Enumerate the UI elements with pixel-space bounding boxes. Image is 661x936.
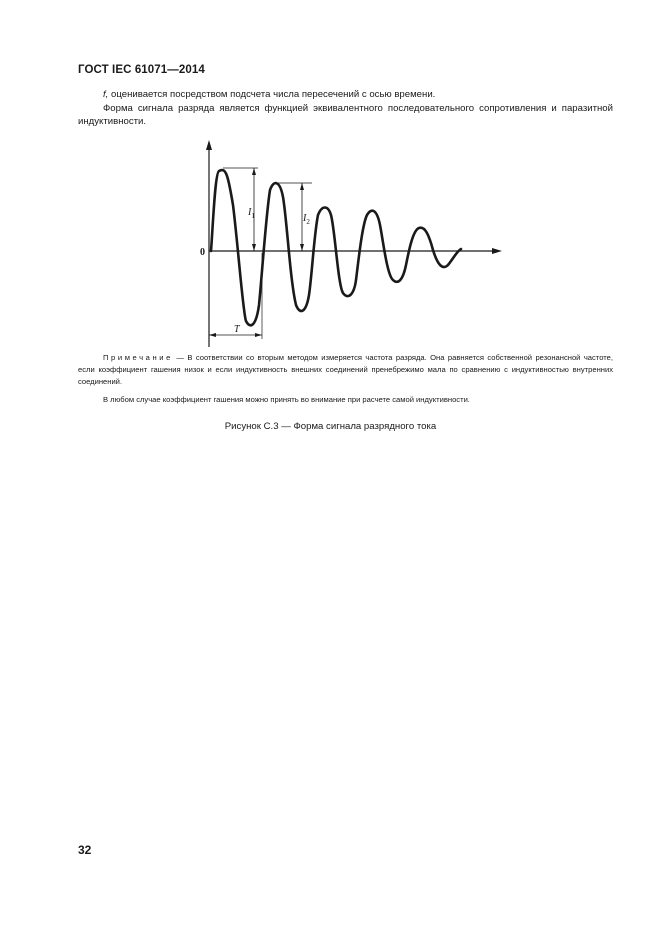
figure-note-2: В любом случае коэффициент гашения можно принять во внимание при расчете самой индуктивности. xyxy=(103,395,470,404)
i2-label: $I_2$ xyxy=(303,213,310,226)
figure-caption: Рисунок С.3 — Форма сигнала разрядного тока xyxy=(224,421,437,432)
paragraph-frequency-text: оценивается посредством подсчета числа пересечений с осью времени. xyxy=(108,89,436,100)
i1-arrow-top xyxy=(252,168,256,175)
t-arrow-right xyxy=(255,333,262,337)
i1-label: $I_1$ xyxy=(248,207,255,220)
figure-note xyxy=(78,352,613,388)
i2-arrow-bottom xyxy=(300,244,304,251)
x-axis-arrow xyxy=(492,248,502,254)
t-label: T xyxy=(234,324,240,335)
i2-arrow-top xyxy=(300,183,304,190)
origin-label: 0 xyxy=(200,247,205,258)
document-header: ГОСТ IEC 61071—2014 xyxy=(78,64,205,76)
discharge-waveform-figure xyxy=(190,135,510,350)
i1-arrow-bottom xyxy=(252,244,256,251)
y-axis-arrow xyxy=(206,140,212,150)
note-text: — В соответствии со вторым методом измеряется частота разряда. Она равняется собственной резонансной частоте, если коэффициент гашения низок и если индуктивность внешних соединений пренебрежимо мала по сравнению с индуктивностью внутренних соединений. xyxy=(78,353,613,386)
paragraph-frequency xyxy=(78,88,613,101)
waveform-curve xyxy=(211,170,461,325)
page-number: 32 xyxy=(78,843,92,857)
t-arrow-left xyxy=(209,333,216,337)
paragraph-waveform: Форма сигнала разряда является функцией эквивалентного последовательного сопротивления и паразитной индуктивности. xyxy=(78,103,613,127)
frequency-symbol: f, xyxy=(103,89,109,100)
note-label: Примечание xyxy=(103,353,173,362)
